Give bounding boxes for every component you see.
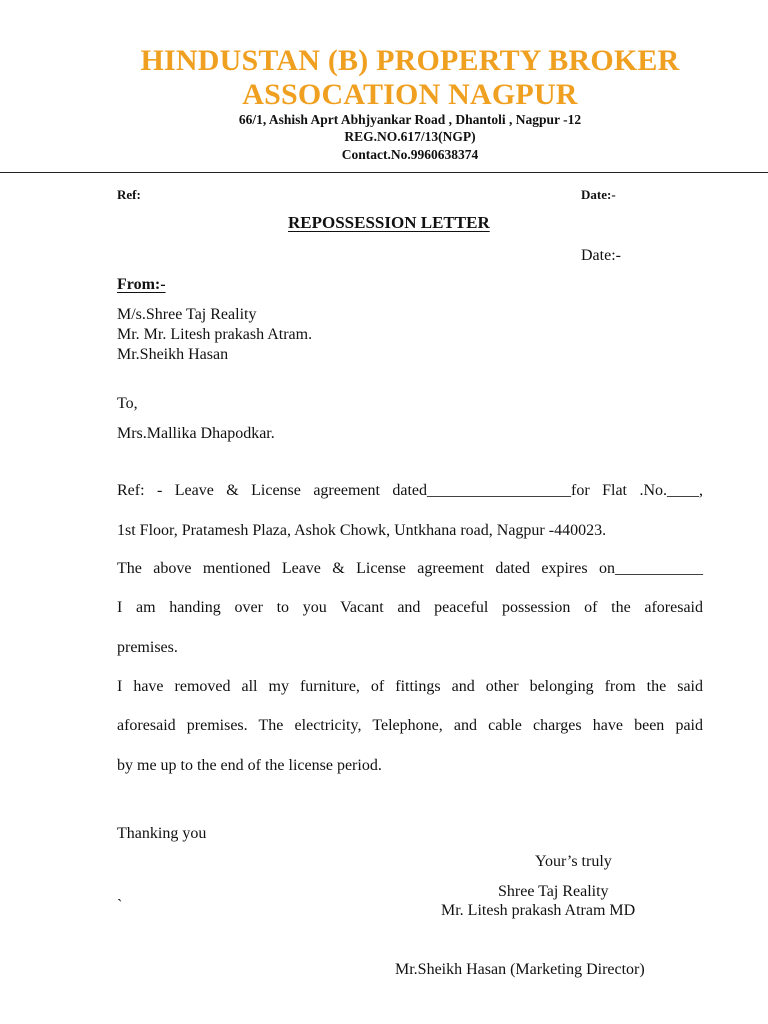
organization-name-line1: HINDUSTAN (B) PROPERTY BROKER <box>140 44 680 77</box>
from-heading: From:- <box>117 276 166 293</box>
stray-backtick: ` <box>117 897 123 914</box>
body-paragraph2-line3: by me up to the end of the license period. <box>117 757 382 774</box>
body-paragraph1-line1: I am handing over to you Vacant and peaceful possession of the aforesaid <box>117 599 703 616</box>
from-line-2: Mr. Mr. Litesh prakash Atram. <box>117 326 313 343</box>
from-line-1: M/s.Shree Taj Reality <box>117 306 257 323</box>
body-paragraph1-line2: premises. <box>117 639 178 656</box>
body-expiry-line: The above mentioned Leave & License agreement dated expires on___________ <box>117 560 703 577</box>
ref-label: Ref: <box>117 187 141 202</box>
contact-number: Contact.No.9960638374 <box>341 147 479 162</box>
body-paragraph2-line2: aforesaid premises. The electricity, Telephone, and cable charges have been paid <box>117 717 703 734</box>
organization-address: 66/1, Ashish Aprt Abhjyankar Road , Dhantoli , Nagpur -12 <box>238 112 582 127</box>
organization-name-line2: ASSOCATION NAGPUR <box>242 78 578 111</box>
closing-thanks: Thanking you <box>117 825 207 842</box>
body-paragraph2-line1: I have removed all my furniture, of fittings and other belonging from the said <box>117 678 703 695</box>
closing-yours-truly: Your’s truly <box>535 853 612 870</box>
letter-title: REPOSSESSION LETTER <box>288 213 490 232</box>
from-line-3: Mr.Sheikh Hasan <box>117 346 229 363</box>
closing-company-name: Shree Taj Reality <box>498 883 609 900</box>
to-heading: To, <box>117 395 138 412</box>
date-label-top: Date:- <box>581 187 616 202</box>
signatory-2: Mr.Sheikh Hasan (Marketing Director) <box>395 961 645 978</box>
signatory-1: Mr. Litesh prakash Atram MD <box>441 902 636 919</box>
registration-number: REG.NO.617/13(NGP) <box>344 129 476 144</box>
header-divider <box>0 172 768 173</box>
to-name: Mrs.Mallika Dhapodkar. <box>117 425 275 442</box>
date-label: Date:- <box>581 247 621 264</box>
body-address-line: 1st Floor, Pratamesh Plaza, Ashok Chowk, Untkhana road, Nagpur -440023. <box>117 522 607 539</box>
body-ref-line: Ref: - Leave & License agreement dated__________________for Flat .No.____, <box>117 482 703 499</box>
